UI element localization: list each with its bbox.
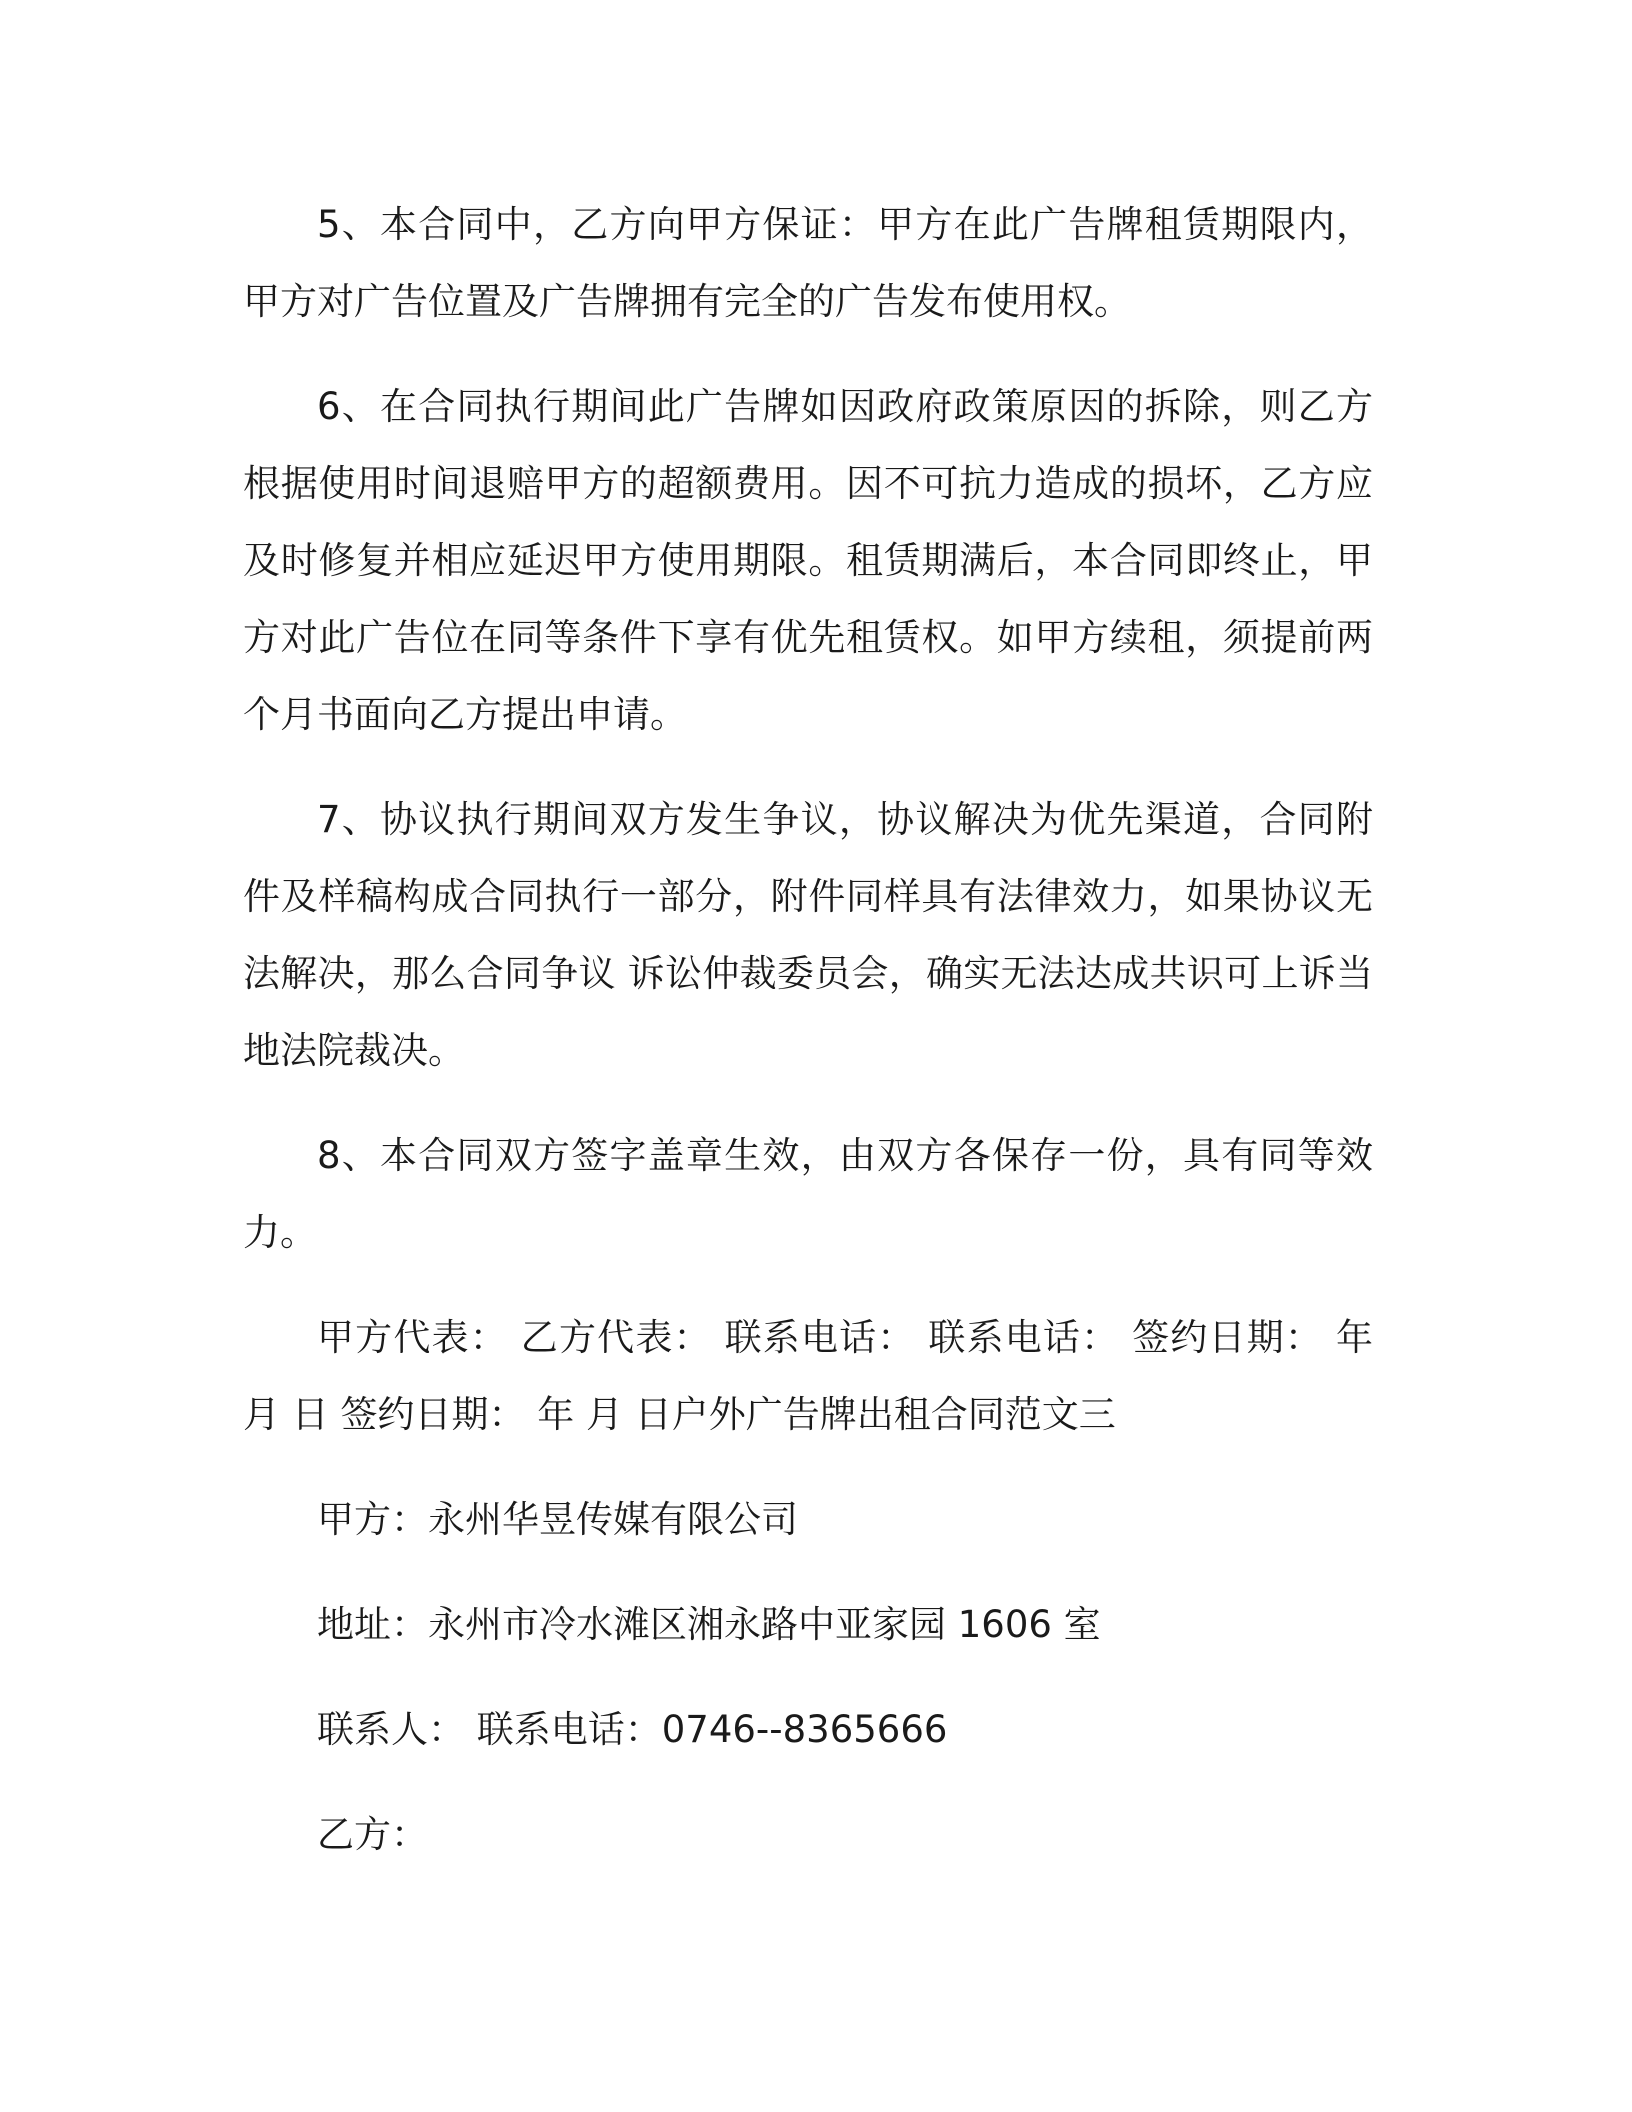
clause-8: 8、本合同双方签字盖章生效，由双方各保存一份，具有同等效力。 (243, 1134, 1373, 1254)
clause-5: 5、本合同中，乙方向甲方保证：甲方在此广告牌租赁期限内，甲方对广告位置及广告牌拥有完全的广告发布使用权。 (243, 203, 1373, 323)
party-b-name: 乙方： (317, 1813, 428, 1856)
signature-block: 甲方代表： 乙方代表： 联系电话： 联系电话： 签约日期： 年月 日 签约日期： 年 月 日户外广告牌出租合同范文三 (243, 1316, 1373, 1436)
clause-6: 6、在合同执行期间此广告牌如因政府政策原因的拆除，则乙方根据使用时间退赔甲方的超额费用。因不可抗力造成的损坏，乙方应及时修复并相应延迟甲方使用期限。租赁期满后，本合同即终止，甲方对此广告位在同等条件下享有优先租赁权。如甲方续租，须提前两个月书面向乙方提出申请。 (243, 385, 1373, 736)
clause-7: 7、协议执行期间双方发生争议，协议解决为优先渠道，合同附件及样稿构成合同执行一部分，附件同样具有法律效力，如果协议无法解决，那么合同争议 诉讼仲裁委员会，确实无法达成共识可上诉当地法院裁决。 (243, 798, 1373, 1072)
party-a-name: 甲方：永州华昱传媒有限公司 (317, 1498, 798, 1541)
document-page (243, 186, 1373, 1873)
party-a-contact: 联系人： 联系电话：0746--8365666 (317, 1708, 948, 1751)
party-a-address: 地址：永州市冷水滩区湘永路中亚家园 1606 室 (317, 1603, 1101, 1646)
